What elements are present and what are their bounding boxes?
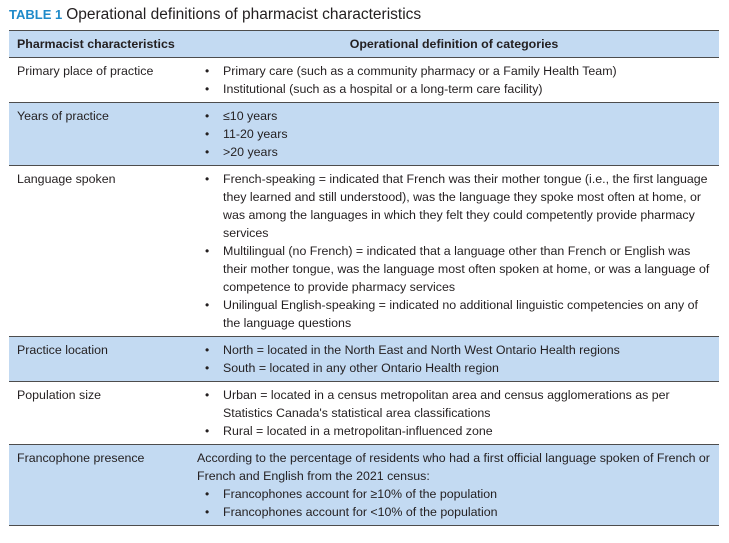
- bullet-icon: •: [205, 361, 210, 375]
- list-item: [204, 386, 711, 422]
- table-caption: [9, 5, 421, 25]
- bullet-icon: •: [205, 64, 210, 78]
- definition-cell: [189, 445, 719, 526]
- table-row: [9, 445, 719, 526]
- list-item: [204, 242, 711, 296]
- definition-cell: [189, 103, 719, 166]
- characteristic-cell: Language spoken: [9, 166, 189, 337]
- characteristic-cell: Practice location: [9, 337, 189, 382]
- bullet-icon: •: [205, 424, 210, 438]
- list-item: [204, 125, 711, 143]
- bullet-icon: •: [205, 487, 210, 501]
- bullet-icon: •: [205, 109, 210, 123]
- characteristic-cell: Population size: [9, 382, 189, 445]
- bullet-icon: •: [205, 145, 210, 159]
- list-item-text: Institutional (such as a hospital or a long-term care facility): [223, 82, 543, 96]
- definitions-table: [9, 30, 719, 526]
- list-item: [204, 359, 711, 377]
- list-item: [204, 485, 711, 503]
- bullet-icon: •: [205, 244, 210, 258]
- list-item-text: >20 years: [223, 145, 278, 159]
- list-item: [204, 170, 711, 242]
- bullet-icon: •: [205, 388, 210, 402]
- characteristic-cell: Years of practice: [9, 103, 189, 166]
- definition-intro: According to the percentage of residents who had a first official language spoken of French or French and English from the 2021 census:: [197, 451, 710, 483]
- bullet-icon: •: [205, 172, 210, 186]
- definition-list: [204, 107, 711, 161]
- list-item: [204, 503, 711, 521]
- list-item: [204, 341, 711, 359]
- list-item-text: 11-20 years: [223, 127, 288, 141]
- table-row: [9, 103, 719, 166]
- list-item-text: Unilingual English-speaking = indicated no additional linguistic competencies on any of the language questions: [223, 298, 698, 330]
- characteristic-cell: Primary place of practice: [9, 58, 189, 103]
- list-item: [204, 422, 711, 440]
- table-label: TABLE 1: [9, 7, 63, 22]
- list-item-text: Multilingual (no French) = indicated that a language other than French or English was their mother tongue, was the language most often spoken at home, or was a language of competence to provide pharmacy services: [223, 244, 710, 294]
- definition-list: [197, 485, 711, 521]
- characteristic-cell: Francophone presence: [9, 445, 189, 526]
- definition-list: [204, 170, 711, 332]
- bullet-icon: •: [205, 82, 210, 96]
- table-row: [9, 58, 719, 103]
- list-item: [204, 80, 711, 98]
- list-item-text: ≤10 years: [223, 109, 278, 123]
- bullet-icon: •: [205, 127, 210, 141]
- list-item-text: North = located in the North East and North West Ontario Health regions: [223, 343, 620, 357]
- table-row: [9, 382, 719, 445]
- list-item-text: Urban = located in a census metropolitan area and census agglomerations as per Statistics Canada's statistical area classifications: [223, 388, 670, 420]
- list-item-text: South = located in any other Ontario Health region: [223, 361, 499, 375]
- list-item-text: French-speaking = indicated that French was their mother tongue (i.e., the first language they learned and still understood), was the language they spoke most often at home, or was among the languages in which they felt they could competently provide pharmacy services: [223, 172, 708, 240]
- definition-list: [204, 62, 711, 98]
- list-item: [204, 143, 711, 161]
- header-definition: Operational definition of categories: [189, 31, 719, 58]
- definition-cell: [189, 166, 719, 337]
- table-header-row: [9, 31, 719, 58]
- definition-cell: [189, 337, 719, 382]
- list-item-text: Primary care (such as a community pharmacy or a Family Health Team): [223, 64, 617, 78]
- table-row: [9, 337, 719, 382]
- definition-cell: [189, 58, 719, 103]
- list-item-text: Rural = located in a metropolitan-influenced zone: [223, 424, 493, 438]
- list-item-text: Francophones account for <10% of the population: [223, 505, 498, 519]
- list-item: [204, 296, 711, 332]
- list-item-text: Francophones account for ≥10% of the population: [223, 487, 498, 501]
- definition-list: [204, 341, 711, 377]
- list-item: [204, 62, 711, 80]
- definition-cell: [189, 382, 719, 445]
- header-characteristics: Pharmacist characteristics: [9, 31, 189, 58]
- table-row: [9, 166, 719, 337]
- table-title: Operational definitions of pharmacist characteristics: [66, 6, 422, 23]
- list-item: [204, 107, 711, 125]
- bullet-icon: •: [205, 298, 210, 312]
- definition-list: [204, 386, 711, 440]
- bullet-icon: •: [205, 343, 210, 357]
- bullet-icon: •: [205, 505, 210, 519]
